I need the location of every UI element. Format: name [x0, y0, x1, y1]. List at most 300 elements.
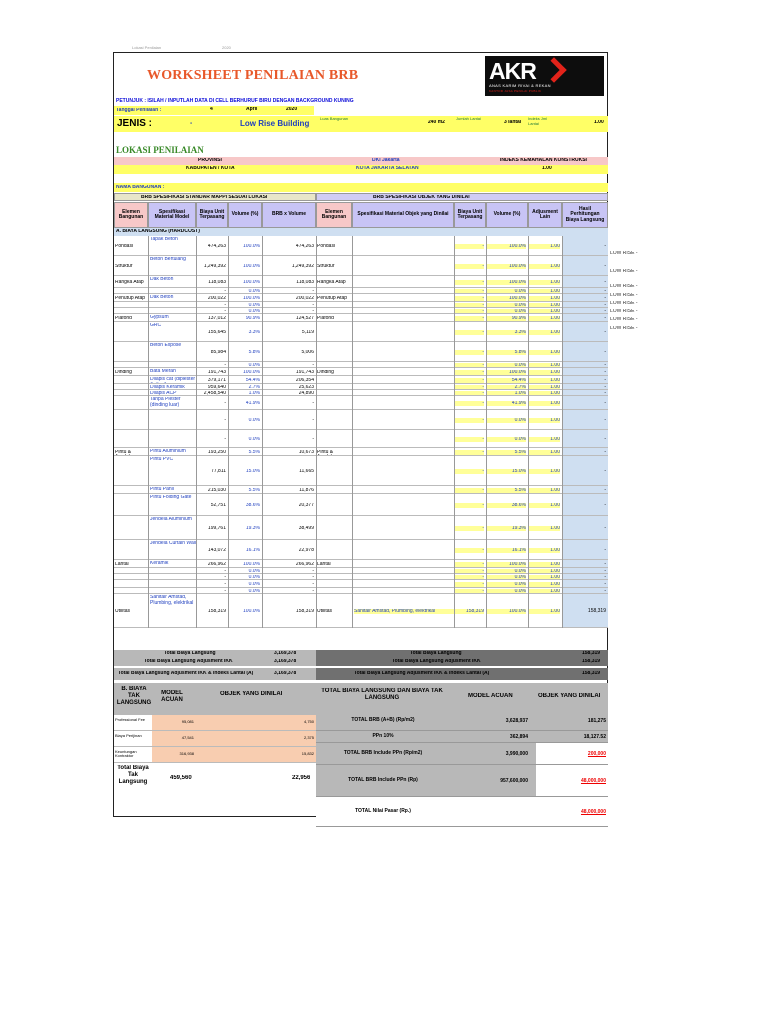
row-brb: -: [312, 588, 314, 594]
provinsi-value[interactable]: DKI Jakarta: [372, 158, 400, 163]
row-spec[interactable]: Jendela Aluminium: [150, 517, 192, 522]
row-spec[interactable]: Beton Expose: [150, 343, 182, 348]
col-header-left-3: Volume (%): [228, 202, 262, 228]
row-cost-right[interactable]: -: [454, 569, 484, 575]
summary-model: [450, 797, 536, 827]
row-cost: 266,962: [207, 561, 226, 567]
section-b-model: 95,081: [152, 715, 196, 731]
table-row: [114, 368, 608, 376]
row-cost: 2,458,540: [203, 390, 226, 396]
row-cost-right[interactable]: -: [454, 575, 484, 581]
row-adjustment[interactable]: 1.00: [528, 289, 560, 295]
total-1-right-value: 158,319: [582, 651, 601, 656]
row-adjustment[interactable]: 1.00: [528, 363, 560, 369]
grid-line: [148, 236, 149, 628]
row-volume-right[interactable]: 100.0%: [486, 609, 526, 615]
row-result: -: [562, 410, 608, 430]
row-cost-right[interactable]: -: [454, 350, 484, 356]
row-spec[interactable]: Pintu Aluminium: [150, 449, 186, 454]
row-brb: 20,377: [298, 502, 314, 508]
tanggal-label: Tanggal Penilaian :: [116, 108, 162, 113]
row-cost: 193,250: [207, 449, 226, 455]
row-volume[interactable]: 19.3%: [245, 525, 260, 531]
row-volume-right[interactable]: 0.0%: [486, 582, 526, 588]
row-adjustment[interactable]: 1.00: [528, 569, 560, 575]
row-volume[interactable]: 41.9%: [245, 400, 260, 406]
row-volume[interactable]: 1.0%: [248, 390, 260, 396]
row-element: Struktur: [115, 263, 133, 269]
row-volume-right[interactable]: 100.0%: [486, 296, 526, 302]
grid-line: [316, 236, 317, 628]
row-volume[interactable]: 0.0%: [248, 436, 260, 442]
row-volume-right[interactable]: 16.1%: [486, 548, 526, 554]
row-volume-right[interactable]: 0.0%: [486, 363, 526, 369]
row-adjustment[interactable]: 1.00: [528, 488, 560, 494]
indeks-value: 1.00: [594, 120, 604, 125]
page-title: WORKSHEET PENILAIAN BRB: [147, 68, 359, 83]
row-cost: 77,811: [211, 468, 226, 474]
row-cost: 959,640: [207, 384, 226, 390]
row-volume[interactable]: 5.8%: [248, 349, 260, 355]
row-spec[interactable]: Dilapis ACP: [150, 391, 177, 396]
lokasi-row-1: [114, 157, 608, 165]
row-brb: 11,876: [299, 487, 314, 493]
row-brb: -: [312, 436, 314, 442]
row-cost-right[interactable]: -: [454, 385, 484, 391]
row-volume[interactable]: 0.0%: [248, 288, 260, 294]
row-cost-right[interactable]: -: [454, 437, 484, 443]
row-brb: 200,022: [295, 295, 314, 301]
row-volume[interactable]: 0.0%: [248, 588, 260, 594]
row-volume[interactable]: 100.0%: [243, 243, 260, 249]
row-cost: -: [224, 568, 226, 574]
row-spec[interactable]: Dak Beton: [150, 295, 174, 300]
ikk-label: INDEKS KEMAHALAN KONSTRUKSI: [500, 158, 587, 163]
side-note: LOW RISE -: [610, 317, 638, 322]
left-header-text: BRB SPESIFIKASI STANDAR MAPPI SESUAI LOKASI: [141, 195, 268, 200]
row-volume-right[interactable]: 0.0%: [486, 289, 526, 295]
section-b-row: [114, 715, 316, 731]
row-brb: 118,083: [296, 279, 314, 285]
row-spec[interactable]: Jendela Curtain Wall: [150, 541, 196, 546]
row-adjustment[interactable]: 1.00: [528, 526, 560, 532]
row-spec[interactable]: Dak Beton: [150, 277, 174, 282]
row-volume[interactable]: 0.0%: [248, 417, 260, 423]
row-cost: -: [224, 417, 226, 423]
row-volume-right[interactable]: 90.9%: [486, 316, 526, 322]
row-spec[interactable]: Tapak Beton: [150, 237, 178, 242]
row-volume-right[interactable]: 100.0%: [486, 370, 526, 376]
row-volume[interactable]: 100.0%: [243, 608, 260, 614]
row-cost-right[interactable]: -: [454, 363, 484, 369]
section-a: [114, 228, 608, 236]
row-cost: -: [224, 362, 226, 368]
row-cost-right[interactable]: -: [454, 450, 484, 456]
row-volume-right[interactable]: 100.0%: [486, 562, 526, 568]
table-row: [114, 486, 608, 494]
top-note-right: 2020: [222, 45, 231, 50]
summary-model-header: MODEL ACUAN: [468, 693, 513, 699]
row-cost: 199,761: [207, 525, 226, 531]
row-cost-right[interactable]: -: [454, 401, 484, 407]
row-cost: 1,249,392: [203, 263, 226, 269]
row-spec[interactable]: Pintu Panil: [150, 487, 174, 492]
section-b-row: [114, 747, 316, 763]
row-result: -: [562, 486, 608, 494]
row-brb: -: [312, 417, 314, 423]
row-cost: 474,263: [207, 243, 226, 249]
jenis-row: [114, 116, 608, 132]
kab-label: KABUPATEN / KOTA: [186, 166, 235, 171]
row-element: Pondasi: [115, 243, 134, 249]
row-adjustment[interactable]: 1.00: [528, 350, 560, 356]
row-cost-right[interactable]: 158,319: [454, 609, 484, 615]
row-cost-right[interactable]: -: [454, 488, 484, 494]
row-adjustment[interactable]: 1.00: [528, 562, 560, 568]
row-adjustment[interactable]: 1.00: [528, 418, 560, 424]
row-volume[interactable]: 100.0%: [243, 561, 260, 567]
row-cost: 137,012: [207, 315, 226, 321]
row-brb: 5,119: [301, 329, 314, 335]
row-cost-right[interactable]: -: [454, 526, 484, 532]
grid-line: [562, 236, 563, 628]
row-volume[interactable]: 100.0%: [243, 279, 260, 285]
total-row-2-right: [316, 658, 608, 666]
grid-line: [486, 236, 487, 628]
table-row: [114, 342, 608, 362]
total-1-left-value: 3,169,378: [274, 651, 297, 656]
row-result: -: [562, 376, 608, 384]
row-cost: -: [224, 436, 226, 442]
row-volume-right[interactable]: 0.0%: [486, 309, 526, 315]
row-volume-right[interactable]: 100.0%: [486, 280, 526, 286]
summary-label: TOTAL BRB Include PPn (Rp/m2): [316, 743, 450, 765]
row-cost-right[interactable]: -: [454, 391, 484, 397]
row-result: 158,319: [562, 594, 608, 628]
section-b-name: Keuntungan Kontraktor: [115, 750, 137, 759]
row-result: -: [562, 396, 608, 410]
total-1-right-label: Total Biaya Langsung: [410, 651, 462, 656]
kab-value[interactable]: KOTA JAKARTA SELATAN: [356, 166, 419, 171]
table-row: [114, 580, 608, 588]
row-cost: 215,030: [207, 487, 226, 493]
tanggal-year[interactable]: 2020: [286, 107, 298, 112]
row-volume[interactable]: 3.3%: [248, 329, 260, 335]
row-cost-right[interactable]: -: [454, 589, 484, 595]
row-adjustment[interactable]: 1.00: [528, 280, 560, 286]
row-cost-right[interactable]: -: [454, 469, 484, 475]
row-result: -: [562, 448, 608, 456]
row-volume[interactable]: 16.1%: [245, 547, 260, 553]
jenis-dash: -: [190, 120, 193, 127]
table-row: [114, 494, 608, 516]
row-brb: -: [312, 288, 314, 294]
row-adjustment[interactable]: 1.00: [528, 450, 560, 456]
row-cost: -: [224, 400, 226, 406]
section-b-model-header: MODEL ACUAN: [161, 690, 183, 703]
total-row-3-left: [114, 668, 316, 680]
row-cost: -: [224, 588, 226, 594]
row-volume[interactable]: 100.0%: [243, 369, 260, 375]
jumlah-value[interactable]: 3 lantai: [504, 120, 522, 125]
row-volume-right[interactable]: 100.0%: [486, 264, 526, 270]
total-row-1-right: [316, 650, 608, 658]
row-brb: 38,499: [298, 525, 314, 531]
row-adjustment[interactable]: 1.00: [528, 437, 560, 443]
summary-label: TOTAL BRB Include PPn (Rp): [316, 765, 450, 797]
row-volume-right[interactable]: 41.9%: [486, 401, 526, 407]
row-brb: -: [312, 400, 314, 406]
ikk-value: 1.00: [542, 166, 552, 171]
row-result: -: [562, 384, 608, 390]
row-cost-right[interactable]: -: [454, 296, 484, 302]
side-note: LOW RISE -: [610, 251, 638, 256]
col-header-right-3: Volume (%): [486, 202, 528, 228]
table-row: [114, 396, 608, 410]
side-note: LOW RISE -: [610, 269, 638, 274]
row-cost-right[interactable]: -: [454, 582, 484, 588]
row-adjustment[interactable]: 1.00: [528, 303, 560, 309]
row-volume-right[interactable]: 0.0%: [486, 575, 526, 581]
row-adjustment[interactable]: 1.00: [528, 385, 560, 391]
col-header-right-1: Spesifikasi Material Objek yang Dinilai: [352, 202, 454, 228]
section-b-row: [114, 731, 316, 747]
col-header-right-0: Elemen Bangunan: [316, 202, 352, 228]
table-row: [114, 276, 608, 288]
row-element-right: Utilitas: [317, 608, 333, 614]
row-volume[interactable]: 15.0%: [245, 468, 260, 474]
total-3-right-value: 158,319: [582, 671, 601, 676]
row-volume[interactable]: 0.0%: [248, 574, 260, 580]
row-volume-right[interactable]: 54.4%: [486, 378, 526, 384]
table-row: [114, 540, 608, 560]
row-adjustment[interactable]: 1.00: [528, 309, 560, 315]
row-volume-right[interactable]: 0.0%: [486, 569, 526, 575]
row-adjustment[interactable]: 1.00: [528, 330, 560, 336]
row-element: Dinding: [115, 369, 132, 375]
row-spec-right[interactable]: Sanitair Amstad, Plumbing, elektrikal: [354, 609, 454, 615]
instruction: PETUNJUK : ISILAH / INPUTLAH DATA DI CELL BERHURUF BIRU DENGAN BACKGROUND KUNING: [116, 98, 354, 104]
summary-label: TOTAL Nilai Pasar (Rp.): [316, 797, 450, 827]
row-adjustment[interactable]: 1.00: [528, 370, 560, 376]
row-adjustment[interactable]: 1.00: [528, 582, 560, 588]
row-volume-right[interactable]: 0.0%: [486, 437, 526, 443]
row-volume[interactable]: 38.6%: [245, 502, 260, 508]
row-brb: 10,673: [298, 449, 314, 455]
row-volume-right[interactable]: 15.0%: [486, 469, 526, 475]
row-result: -: [562, 430, 608, 448]
row-adjustment[interactable]: 1.00: [528, 316, 560, 322]
row-brb: 24,890: [298, 390, 314, 396]
row-volume[interactable]: 2.7%: [248, 384, 260, 390]
row-volume-right[interactable]: 5.8%: [486, 350, 526, 356]
row-brb: 11,665: [299, 468, 314, 474]
row-adjustment[interactable]: 1.00: [528, 548, 560, 554]
row-brb: 158,319: [295, 608, 314, 614]
row-spec[interactable]: Pintu PVC: [150, 457, 174, 462]
row-cost-right[interactable]: -: [454, 370, 484, 376]
row-adjustment[interactable]: 1.00: [528, 503, 560, 509]
total-row-2-left: [114, 658, 316, 666]
row-volume-right[interactable]: 2.7%: [486, 385, 526, 391]
indeks-label: Indeks Jml Lantai: [528, 117, 548, 126]
tanggal-day[interactable]: 4: [210, 107, 213, 112]
row-spec[interactable]: Pintu Folding Gate: [150, 495, 192, 500]
row-cost-right[interactable]: -: [454, 244, 484, 250]
row-volume-right[interactable]: 3.3%: [486, 330, 526, 336]
summary-model: 957,600,000: [450, 765, 536, 797]
row-cost-right[interactable]: -: [454, 378, 484, 384]
row-volume[interactable]: 0.0%: [248, 302, 260, 308]
row-brb: 5,006: [301, 349, 314, 355]
row-cost-right[interactable]: -: [454, 264, 484, 270]
row-cost: 200,022: [207, 295, 226, 301]
row-volume[interactable]: 0.0%: [248, 362, 260, 368]
row-brb: 474,263: [295, 243, 314, 249]
row-volume[interactable]: 5.5%: [248, 449, 260, 455]
row-adjustment[interactable]: 1.00: [528, 609, 560, 615]
row-spec[interactable]: Sanitair Amstad, Plumbing, elektrikal: [150, 595, 194, 606]
section-b-total: [114, 763, 316, 793]
section-b-model: 316,938: [152, 747, 196, 763]
row-cost: -: [224, 574, 226, 580]
grid-line: [528, 236, 529, 628]
row-volume-right[interactable]: 19.3%: [486, 526, 526, 532]
row-spec[interactable]: Dilapis Keramik: [150, 385, 185, 390]
row-volume-right[interactable]: 0.0%: [486, 303, 526, 309]
side-note: LOW RISE -: [610, 293, 638, 298]
row-volume-right[interactable]: 1.0%: [486, 391, 526, 397]
row-adjustment[interactable]: 1.00: [528, 264, 560, 270]
row-adjustment[interactable]: 1.00: [528, 378, 560, 384]
total-1-label: Total Biaya Langsung: [164, 651, 216, 656]
row-element: Penutup Atap: [115, 295, 146, 301]
row-result: -: [562, 342, 608, 362]
nama-bangunan-row: [114, 183, 608, 192]
row-cost-right[interactable]: -: [454, 562, 484, 568]
row-cost-right[interactable]: -: [454, 418, 484, 424]
row-element: Utilitas: [115, 608, 131, 614]
row-brb: -: [312, 362, 314, 368]
row-result: -: [562, 580, 608, 588]
tanggal-month[interactable]: April: [246, 107, 258, 112]
row-element-right: Rangka Atap: [317, 279, 346, 285]
row-adjustment[interactable]: 1.00: [528, 391, 560, 397]
row-element-right: Plafond: [317, 315, 334, 321]
row-spec[interactable]: Dilapis cat (diplester: [150, 377, 196, 382]
col-header-left-0: Elemen Bangunan: [114, 202, 148, 228]
row-result: -: [562, 302, 608, 308]
row-spec[interactable]: Beton Bertulang: [150, 257, 186, 262]
row-result: -: [562, 236, 608, 256]
total-row-3-right: [316, 668, 608, 680]
col-header-right-5: Hasil Perhitungan Biaya Langsung: [562, 202, 608, 228]
row-spec[interactable]: Keramik: [150, 561, 169, 566]
row-cost-right[interactable]: -: [454, 503, 484, 509]
row-volume-right[interactable]: 5.5%: [486, 450, 526, 456]
summary-objek: 48,000,000: [536, 765, 608, 797]
row-result: -: [562, 288, 608, 294]
row-volume-right[interactable]: 0.0%: [486, 589, 526, 595]
row-element: Plafond: [115, 315, 132, 321]
row-adjustment[interactable]: 1.00: [528, 575, 560, 581]
row-adjustment[interactable]: 1.00: [528, 401, 560, 407]
row-brb: 266,962: [295, 561, 314, 567]
row-adjustment[interactable]: 1.00: [528, 296, 560, 302]
summary-objek: 181,275: [536, 711, 608, 731]
row-volume[interactable]: 100.0%: [243, 295, 260, 301]
row-adjustment[interactable]: 1.00: [528, 469, 560, 475]
column-headers: [114, 202, 608, 228]
section-b-objek: 4,750: [196, 715, 316, 731]
row-cost-right[interactable]: -: [454, 309, 484, 315]
row-volume-right[interactable]: 5.5%: [486, 488, 526, 494]
row-adjustment[interactable]: 1.00: [528, 244, 560, 250]
row-cost: 52,751: [210, 502, 226, 508]
row-cost-right[interactable]: -: [454, 548, 484, 554]
row-cost-right[interactable]: -: [454, 289, 484, 295]
row-cost: -: [224, 581, 226, 587]
row-brb: -: [312, 581, 314, 587]
row-element-right: Pondasi: [317, 243, 336, 249]
row-cost: -: [224, 288, 226, 294]
row-result: -: [562, 276, 608, 288]
table-row: [114, 314, 608, 322]
row-adjustment[interactable]: 1.00: [528, 589, 560, 595]
left-header: [114, 193, 316, 201]
summary-objek: 200,000: [536, 743, 608, 765]
row-volume-right[interactable]: 0.0%: [486, 418, 526, 424]
row-volume[interactable]: 0.0%: [248, 581, 260, 587]
row-brb: -: [312, 568, 314, 574]
total-3-label: Total Biaya Langsung Adjusment IKK & Indeks Lantai (A): [118, 671, 254, 676]
row-spec[interactable]: Tanpa Plester (dinding luar): [150, 397, 181, 408]
luas-value[interactable]: 240 m2: [428, 120, 445, 125]
row-volume[interactable]: 100.0%: [243, 263, 260, 269]
row-spec[interactable]: Gypsum: [150, 315, 169, 320]
row-volume[interactable]: 90.9%: [245, 315, 260, 321]
jenis-value[interactable]: Low Rise Building: [240, 119, 310, 128]
table-row: [114, 294, 608, 302]
grid-line: [196, 236, 197, 628]
summary-objek: 18,127.52: [536, 731, 608, 743]
row-brb: 22,978: [298, 547, 314, 553]
row-volume[interactable]: 0.0%: [248, 308, 260, 314]
logo-main: AKR: [489, 58, 536, 84]
row-volume-right[interactable]: 38.6%: [486, 503, 526, 509]
row-element: Pintu &: [115, 449, 132, 455]
row-cost-right[interactable]: -: [454, 330, 484, 336]
total-2-right-value: 158,319: [582, 659, 601, 664]
row-brb: -: [312, 308, 314, 314]
row-volume[interactable]: 54.4%: [245, 377, 260, 383]
row-spec[interactable]: Bata Merah: [150, 369, 176, 374]
side-note: LOW RISE -: [610, 301, 638, 306]
row-cost-right[interactable]: -: [454, 303, 484, 309]
row-volume-right[interactable]: 100.0%: [486, 244, 526, 250]
row-volume[interactable]: 5.5%: [248, 487, 260, 493]
row-volume[interactable]: 0.0%: [248, 568, 260, 574]
row-brb: -: [312, 302, 314, 308]
provinsi-label: PROVINSI: [198, 158, 222, 163]
jenis-label: JENIS :: [117, 118, 153, 129]
grid-line: [262, 236, 263, 628]
right-header: [316, 193, 608, 201]
row-cost-right[interactable]: -: [454, 316, 484, 322]
row-cost-right[interactable]: -: [454, 280, 484, 286]
row-spec[interactable]: GRC: [150, 323, 162, 328]
row-element-right: Penutup Atap: [317, 295, 348, 301]
